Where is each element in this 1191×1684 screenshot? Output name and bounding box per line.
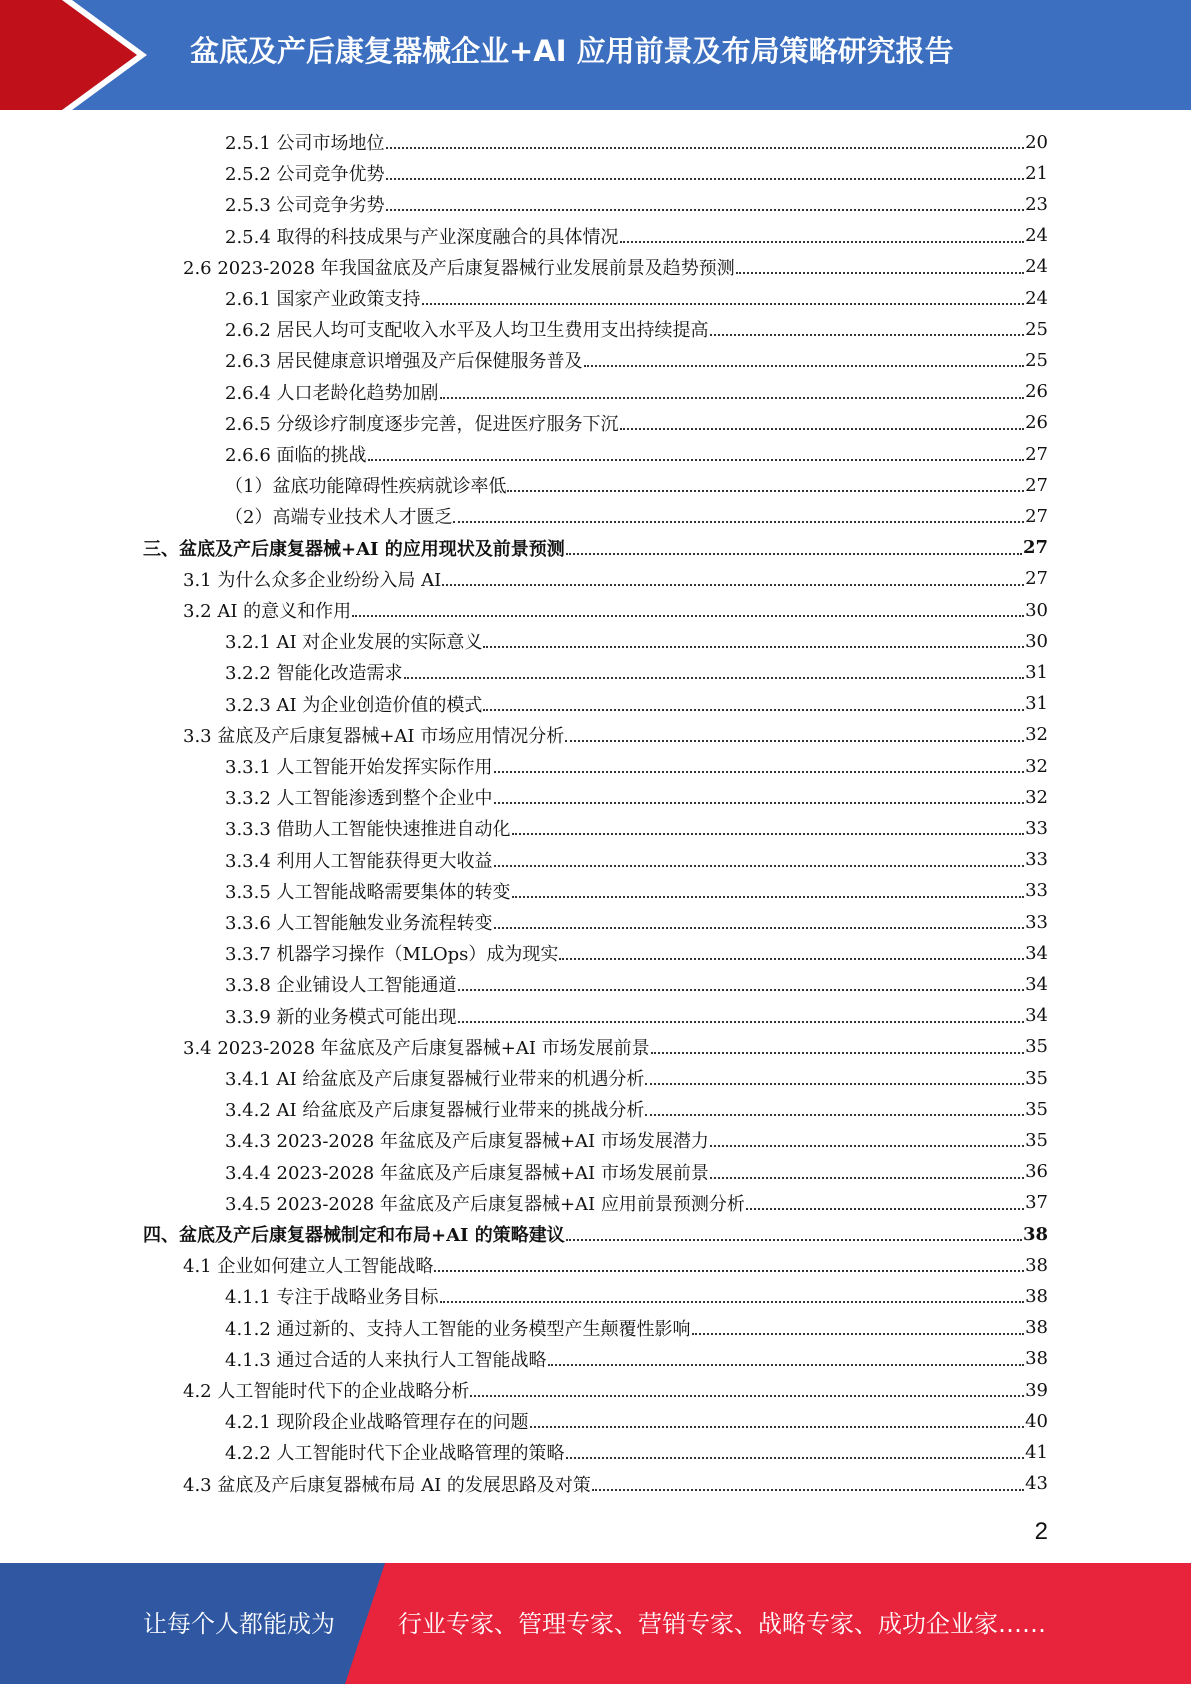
toc-dot-leader xyxy=(559,958,1024,960)
report-title: 盆底及产后康复器械企业+AI 应用前景及布局策略研究报告 xyxy=(190,34,954,68)
toc-dot-leader xyxy=(386,178,1025,180)
toc-entry-page: 26 xyxy=(1025,412,1048,434)
toc-entry-title: 2.6.4 人口老龄化趋势加剧 xyxy=(225,382,439,404)
toc-entry-page: 23 xyxy=(1025,193,1048,215)
toc-entry-page: 27 xyxy=(1025,568,1048,590)
toc-dot-leader xyxy=(566,1239,1022,1241)
toc-entry-page: 25 xyxy=(1025,318,1048,340)
toc-entry-title: 3.2.2 智能化改造需求 xyxy=(225,663,403,685)
toc-dot-leader xyxy=(483,709,1024,711)
toc-entry-page: 27 xyxy=(1022,537,1048,559)
toc-dot-leader xyxy=(442,584,1024,586)
toc-entry-title: 3.3.2 人工智能渗透到整个企业中 xyxy=(225,788,493,810)
toc-entry-title: 3.3.1 人工智能开始发挥实际作用 xyxy=(225,757,493,778)
toc-entry[interactable] xyxy=(225,346,1048,374)
toc-entry-title: 3.4.4 2023-2028 年盆底及产后康复器械+AI 市场发展前景 xyxy=(225,1162,709,1184)
toc-entry-page: 26 xyxy=(1025,381,1048,403)
toc-entry[interactable] xyxy=(225,752,1048,780)
toc-entry-title: 3.3 盆底及产后康复器械+AI 市场应用情况分析 xyxy=(183,725,565,747)
toc-entry-title: 3.4 2023-2028 年盆底及产后康复器械+AI 市场发展前景 xyxy=(183,1037,650,1059)
toc-dot-leader xyxy=(710,1177,1024,1179)
toc-dot-leader xyxy=(422,303,1025,305)
toc-entry-page: 37 xyxy=(1025,1192,1048,1214)
toc-entry-title: 3.4.1 AI 给盆底及产后康复器械行业带来的机遇分析 xyxy=(225,1069,645,1090)
toc-dot-leader xyxy=(651,1052,1024,1054)
toc-dot-leader xyxy=(645,1083,1024,1085)
toc-entry-title: 2.6.5 分级诊疗制度逐步完善，促进医疗服务下沉 xyxy=(225,413,619,435)
toc-entry[interactable] xyxy=(143,534,1048,562)
toc-entry[interactable] xyxy=(225,1126,1048,1154)
footer-slogan-right: 行业专家、管理专家、营销专家、战略专家、成功企业家…… xyxy=(398,1610,1046,1638)
toc-entry-page: 20 xyxy=(1025,131,1048,153)
toc-entry[interactable] xyxy=(225,378,1048,406)
toc-entry[interactable] xyxy=(225,690,1048,718)
toc-dot-leader xyxy=(746,1208,1024,1210)
toc-entry-page: 21 xyxy=(1025,162,1048,184)
toc-entry-title: 3.3.8 企业铺设人工智能通道 xyxy=(225,975,457,997)
toc-entry-title: 三、盆底及产后康复器械+AI 的应用现状及前景预测 xyxy=(143,538,565,560)
toc-entry-title: 2.5.3 公司竞争劣势 xyxy=(225,195,385,217)
toc-entry-title: 2.6.1 国家产业政策支持 xyxy=(225,289,421,310)
toc-entry-page: 34 xyxy=(1025,973,1048,995)
toc-entry[interactable] xyxy=(225,471,1048,499)
toc-entry[interactable] xyxy=(225,1189,1048,1217)
toc-entry-title: 3.4.5 2023-2028 年盆底及产后康复器械+AI 应用前景预测分析 xyxy=(225,1193,745,1215)
toc-entry[interactable] xyxy=(183,1470,1048,1498)
toc-entry[interactable] xyxy=(225,502,1048,530)
toc-entry-title: 2.5.2 公司竞争优势 xyxy=(225,164,385,186)
toc-entry[interactable] xyxy=(225,159,1048,187)
toc-entry[interactable] xyxy=(143,1220,1048,1248)
toc-entry[interactable] xyxy=(183,721,1048,749)
toc-entry-title: 4.2.2 人工智能时代下企业战略管理的策略 xyxy=(225,1443,565,1465)
toc-entry-page: 34 xyxy=(1025,1005,1048,1027)
toc-dot-leader xyxy=(736,272,1024,274)
header-red-arrow-shape xyxy=(0,0,150,110)
toc-entry[interactable] xyxy=(183,596,1048,624)
toc-dot-leader xyxy=(440,1301,1025,1303)
toc-entry-page: 38 xyxy=(1025,1285,1048,1307)
toc-entry-title: 3.3.4 利用人工智能获得更大收益 xyxy=(225,850,493,872)
toc-entry[interactable] xyxy=(225,1158,1048,1186)
toc-entry[interactable] xyxy=(225,658,1048,686)
toc-dot-leader xyxy=(404,677,1025,679)
toc-entry-page: 35 xyxy=(1025,1129,1048,1151)
toc-entry-page: 35 xyxy=(1025,1098,1048,1120)
toc-entry-page: 39 xyxy=(1025,1379,1048,1401)
toc-dot-leader xyxy=(386,147,1025,149)
toc-entry-page: 31 xyxy=(1025,661,1048,683)
toc-entry[interactable] xyxy=(225,409,1048,437)
toc-entry[interactable] xyxy=(225,284,1048,312)
toc-entry-title: 3.4.2 AI 给盆底及产后康复器械行业带来的挑战分析 xyxy=(225,1100,645,1122)
toc-entry[interactable] xyxy=(225,440,1048,468)
toc-entry-title: （1）盆底功能障碍性疾病就诊率低 xyxy=(225,476,507,498)
toc-entry[interactable] xyxy=(225,877,1048,905)
toc-entry[interactable] xyxy=(225,939,1048,967)
toc-entry-page: 36 xyxy=(1025,1161,1048,1183)
toc-entry-page: 24 xyxy=(1025,256,1048,278)
toc-entry[interactable] xyxy=(225,908,1048,936)
toc-dot-leader xyxy=(592,1489,1024,1491)
toc-dot-leader xyxy=(566,1457,1025,1459)
page-header xyxy=(0,0,1191,110)
toc-entry[interactable] xyxy=(225,1314,1048,1342)
toc-dot-leader xyxy=(565,740,1024,742)
toc-entry-page: 41 xyxy=(1025,1441,1048,1463)
toc-dot-leader xyxy=(368,459,1025,461)
toc-entry[interactable] xyxy=(225,1095,1048,1123)
toc-entry-title: 3.3.9 新的业务模式可能出现 xyxy=(225,1006,457,1028)
toc-entry-page: 24 xyxy=(1025,225,1048,247)
toc-entry-page: 33 xyxy=(1025,911,1048,933)
toc-entry-title: 3.3.7 机器学习操作（MLOps）成为现实 xyxy=(225,944,559,966)
toc-entry[interactable] xyxy=(225,846,1048,874)
toc-entry[interactable] xyxy=(183,565,1048,593)
toc-entry[interactable] xyxy=(225,1064,1048,1092)
toc-entry-title: 四、盆底及产后康复器械制定和布局+AI 的策略建议 xyxy=(143,1225,565,1246)
toc-entry-title: 4.1 企业如何建立人工智能战略 xyxy=(183,1256,434,1278)
toc-entry-page: 33 xyxy=(1025,880,1048,902)
toc-entry-page: 32 xyxy=(1025,755,1048,777)
toc-entry-page: 38 xyxy=(1025,1254,1048,1276)
toc-dot-leader xyxy=(584,365,1025,367)
toc-dot-leader xyxy=(434,1270,1024,1272)
toc-dot-leader xyxy=(494,771,1025,773)
toc-dot-leader xyxy=(386,209,1025,211)
toc-entry-title: 3.3.3 借助人工智能快速推进自动化 xyxy=(225,819,511,841)
toc-dot-leader xyxy=(566,553,1022,555)
toc-entry[interactable] xyxy=(225,315,1048,343)
toc-dot-leader xyxy=(440,397,1025,399)
toc-dot-leader xyxy=(494,927,1025,929)
toc-dot-leader xyxy=(483,646,1024,648)
toc-entry[interactable] xyxy=(225,1407,1048,1435)
toc-entry-page: 35 xyxy=(1025,1067,1048,1089)
toc-entry-title: 3.3.5 人工智能战略需要集体的转变 xyxy=(225,881,511,903)
toc-entry-title: （2）高端专业技术人才匮乏 xyxy=(225,507,453,529)
toc-entry-page: 33 xyxy=(1025,817,1048,839)
toc-entry-title: 3.2.3 AI 为企业创造价值的模式 xyxy=(225,694,483,716)
toc-entry[interactable] xyxy=(225,814,1048,842)
toc-dot-leader xyxy=(458,1021,1025,1023)
toc-dot-leader xyxy=(494,865,1025,867)
toc-entry-title: 2.5.4 取得的科技成果与产业深度融合的具体情况 xyxy=(225,226,619,248)
toc-entry-page: 24 xyxy=(1025,287,1048,309)
toc-dot-leader xyxy=(710,1145,1024,1147)
toc-entry[interactable] xyxy=(225,970,1048,998)
toc-entry-page: 40 xyxy=(1025,1410,1048,1432)
toc-dot-leader xyxy=(512,896,1025,898)
toc-dot-leader xyxy=(458,989,1025,991)
toc-entry[interactable] xyxy=(225,222,1048,250)
toc-entry-page: 27 xyxy=(1025,474,1048,496)
toc-entry-page: 43 xyxy=(1025,1473,1048,1495)
toc-entry-page: 31 xyxy=(1025,693,1048,715)
toc-dot-leader xyxy=(692,1333,1025,1335)
toc-entry-title: 4.1.2 通过新的、支持人工智能的业务模型产生颠覆性影响 xyxy=(225,1318,691,1340)
toc-entry-title: 3.3.6 人工智能触发业务流程转变 xyxy=(225,913,493,934)
toc-dot-leader xyxy=(530,1426,1025,1428)
footer-slogan-left: 让每个人都能成为 xyxy=(143,1610,335,1638)
toc-entry-page: 27 xyxy=(1025,505,1048,527)
toc-entry-page: 38 xyxy=(1025,1317,1048,1339)
toc-entry[interactable] xyxy=(225,783,1048,811)
toc-dot-leader xyxy=(620,241,1025,243)
toc-dot-leader xyxy=(352,615,1024,617)
toc-entry-title: 2.6.3 居民健康意识增强及产后保健服务普及 xyxy=(225,351,583,373)
toc-entry-title: 2.6.2 居民人均可支配收入水平及人均卫生费用支出持续提高 xyxy=(225,320,709,342)
toc-entry-page: 35 xyxy=(1025,1036,1048,1058)
toc-entry[interactable] xyxy=(225,1002,1048,1030)
page-number: 2 xyxy=(1034,1518,1048,1545)
toc-entry-page: 30 xyxy=(1025,599,1048,621)
toc-dot-leader xyxy=(494,802,1025,804)
toc-entry-page: 32 xyxy=(1025,786,1048,808)
toc-entry-page: 33 xyxy=(1025,849,1048,871)
toc-entry-page: 34 xyxy=(1025,942,1048,964)
toc-entry-page: 27 xyxy=(1025,443,1048,465)
toc-entry-title: 4.1.1 专注于战略业务目标 xyxy=(225,1287,439,1309)
toc-entry[interactable] xyxy=(183,1251,1048,1279)
toc-entry[interactable] xyxy=(225,1345,1048,1373)
toc-entry-title: 4.2.1 现阶段企业战略管理存在的问题 xyxy=(225,1412,529,1434)
toc-dot-leader xyxy=(453,521,1024,523)
toc-entry-page: 30 xyxy=(1025,630,1048,652)
toc-entry-title: 2.5.1 公司市场地位 xyxy=(225,133,385,154)
toc-entry-page: 38 xyxy=(1022,1223,1048,1245)
toc-dot-leader xyxy=(620,428,1025,430)
toc-entry[interactable] xyxy=(225,128,1048,156)
toc-entry[interactable] xyxy=(225,190,1048,218)
toc-dot-leader xyxy=(710,334,1025,336)
toc-entry-title: 4.1.3 通过合适的人来执行人工智能战略 xyxy=(225,1349,547,1371)
toc-dot-leader xyxy=(512,833,1025,835)
toc-entry[interactable] xyxy=(183,253,1048,281)
toc-entry-title: 3.2 AI 的意义和作用 xyxy=(183,601,352,622)
toc-entry-title: 2.6 2023-2028 年我国盆底及产后康复器械行业发展前景及趋势预测 xyxy=(183,257,735,279)
toc-dot-leader xyxy=(507,490,1024,492)
toc-entry-title: 2.6.6 面临的挑战 xyxy=(225,445,367,466)
toc-entry[interactable] xyxy=(225,627,1048,655)
toc-entry-title: 3.2.1 AI 对企业发展的实际意义 xyxy=(225,632,483,654)
toc-entry-page: 38 xyxy=(1025,1348,1048,1370)
toc-dot-leader xyxy=(470,1395,1024,1397)
toc-entry[interactable] xyxy=(183,1376,1048,1404)
toc-entry-title: 3.1 为什么众多企业纷纷入局 AI xyxy=(183,569,442,591)
toc-entry[interactable] xyxy=(183,1033,1048,1061)
toc-entry-title: 3.4.3 2023-2028 年盆底及产后康复器械+AI 市场发展潜力 xyxy=(225,1131,709,1153)
toc-entry-page: 25 xyxy=(1025,349,1048,371)
toc-entry-title: 4.3 盆底及产后康复器械布局 AI 的发展思路及对策 xyxy=(183,1474,591,1496)
toc-entry[interactable] xyxy=(225,1438,1048,1466)
toc-entry-title: 4.2 人工智能时代下的企业战略分析 xyxy=(183,1381,470,1402)
toc-dot-leader xyxy=(548,1364,1025,1366)
toc-entry[interactable] xyxy=(225,1282,1048,1310)
toc-entry-page: 32 xyxy=(1025,724,1048,746)
toc-dot-leader xyxy=(645,1114,1024,1116)
